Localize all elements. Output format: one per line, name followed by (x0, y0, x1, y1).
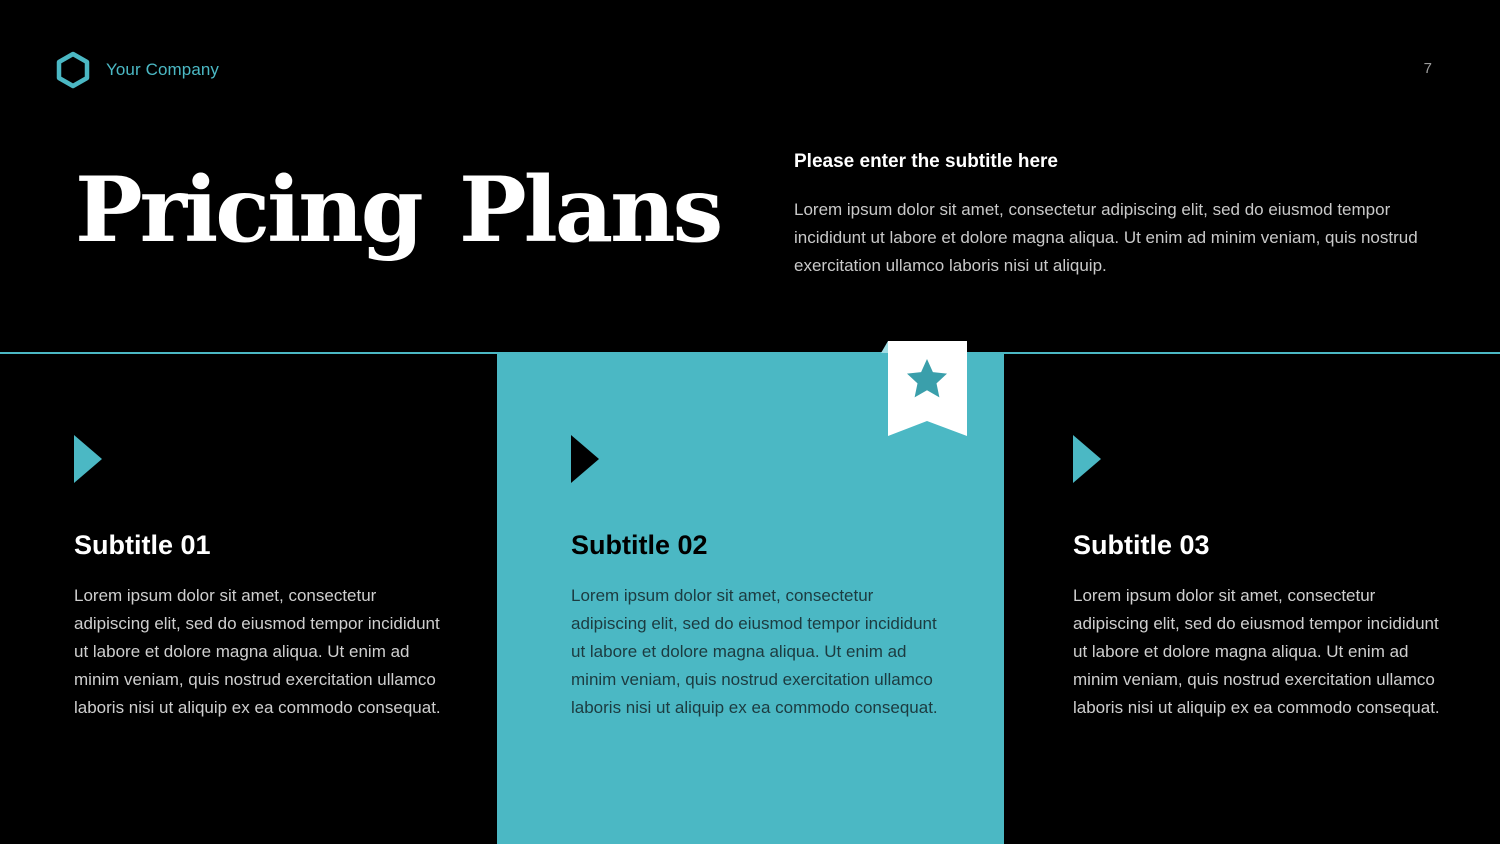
play-arrow-icon (74, 435, 102, 483)
page-title: Pricing Plans (75, 157, 721, 263)
card-text: Lorem ipsum dolor sit amet, consectetur adipiscing elit, sed do eiusmod tempor incididunt ut labore et dolore magna aliqua. Ut enim ad minim veniam, quis nostrud exercitation ullamco laboris nisi ut aliquip ex ea commodo consequat. (1073, 586, 1440, 717)
intro-text: Lorem ipsum dolor sit amet, consectetur adipiscing elit, sed do eiusmod tempor incididunt ut labore et dolore magna aliqua. Ut enim ad minim veniam, quis nostrud exercitation ullamco laboris nisi ut aliquip. (794, 200, 1418, 275)
company-name: Your Company (106, 60, 220, 79)
pricing-card-3 (1004, 353, 1500, 844)
card-title: Subtitle 03 (1073, 530, 1210, 560)
play-arrow-icon (571, 435, 599, 483)
card-text: Lorem ipsum dolor sit amet, consectetur adipiscing elit, sed do eiusmod tempor incididunt ut labore et dolore magna aliqua. Ut enim ad minim veniam, quis nostrud exercitation ullamco laboris nisi ut aliquip ex ea commodo consequat. (74, 586, 441, 717)
page-number: 7 (1423, 60, 1432, 77)
brand (56, 51, 219, 89)
card-text: Lorem ipsum dolor sit amet, consectetur adipiscing elit, sed do eiusmod tempor incididunt ut labore et dolore magna aliqua. Ut enim ad minim veniam, quis nostrud exercitation ullamco laboris nisi ut aliquip ex ea commodo consequat. (571, 586, 938, 717)
play-arrow-icon (1073, 435, 1101, 483)
hexagon-icon (56, 51, 90, 89)
card-title: Subtitle 01 (74, 530, 211, 560)
intro-subtitle: Please enter the subtitle here (794, 151, 1058, 172)
pricing-card-1 (0, 353, 497, 844)
star-bookmark-icon (881, 341, 967, 437)
card-title: Subtitle 02 (571, 530, 708, 560)
intro-block (794, 148, 1444, 280)
